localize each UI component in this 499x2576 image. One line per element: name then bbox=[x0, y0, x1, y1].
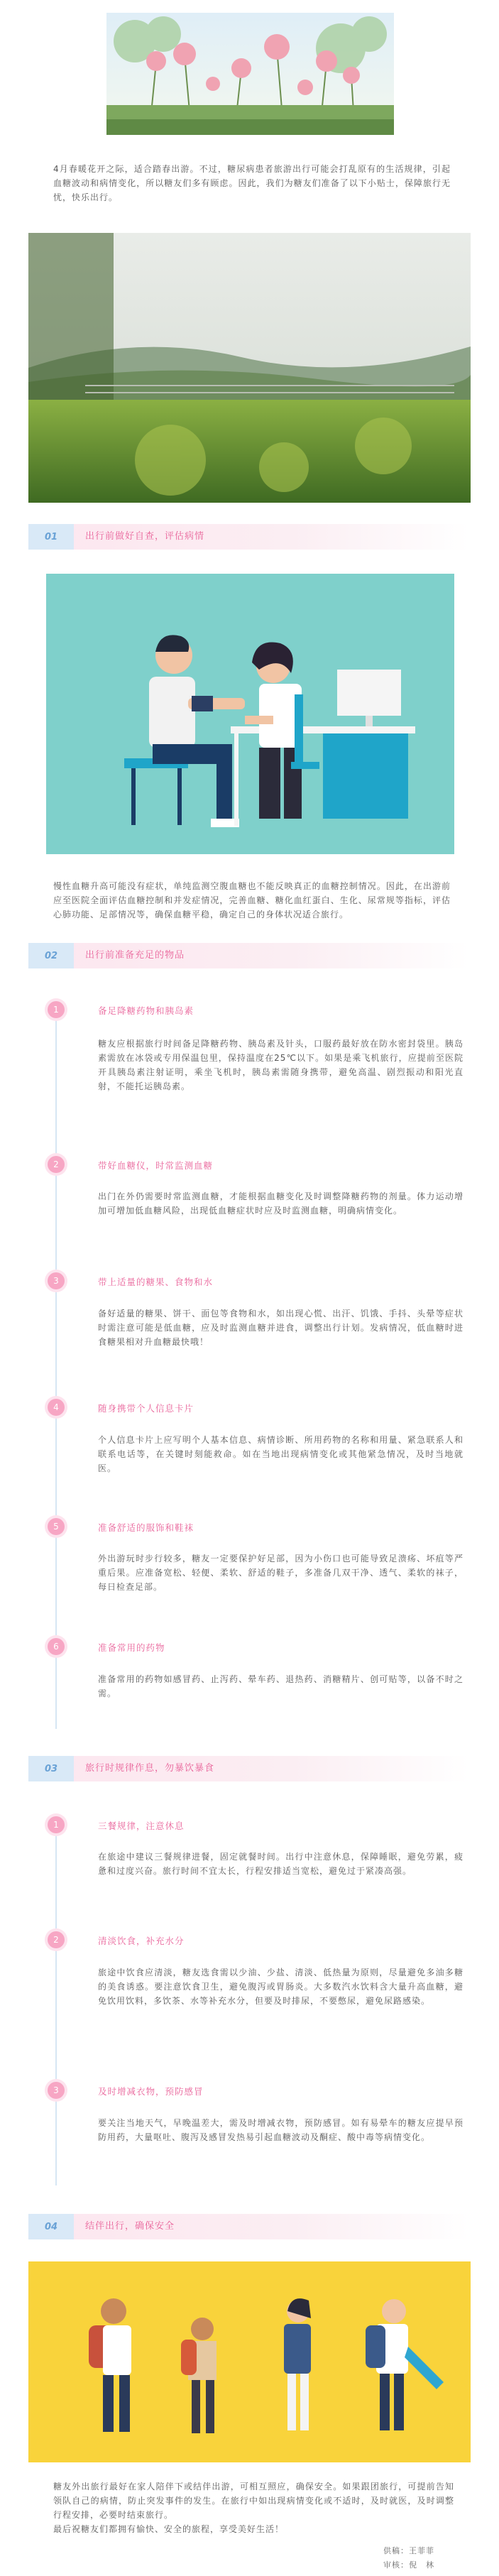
section-03-item-3-number: 3 bbox=[48, 2082, 65, 2099]
hikers-illustration-icon bbox=[28, 2261, 471, 2462]
section-04-header bbox=[28, 2214, 468, 2239]
section-02-item-2-title: 带好血糖仪，时常监测血糖 bbox=[98, 1160, 214, 1171]
section-03-item-1-number: 1 bbox=[48, 1816, 65, 1833]
section-03-timeline-line bbox=[55, 1816, 57, 2185]
credit-author: 供稿：王菲菲 bbox=[383, 2546, 434, 2555]
section-02-item-6-text: 准备常用的药物如感冒药、止泻药、晕车药、退热药、消糖精片、创可贴等，以备不时之需。 bbox=[98, 1674, 464, 1698]
section-03-item-2-number: 2 bbox=[48, 1931, 65, 1948]
section-03-title: 旅行时规律作息，勿暴饮暴食 bbox=[85, 1763, 215, 1774]
section-02-item-1-text: 糖友应根据旅行时间备足降糖药物、胰岛素及针头，口服药最好放在防水密封袋里。胰岛素需放在冰袋或专用保温包里，保持温度在25℃以下。如果是乘飞机旅行，应提前至医院开具胰岛素注射证明，乘坐飞机时，胰岛素需随身携带，避免高温、剧烈振动和阳光直射，不能托运胰岛素。 bbox=[98, 1039, 464, 1091]
section-02-item-1-number: 1 bbox=[48, 1001, 65, 1018]
section-03-item-3-title: 及时增减衣物，预防感冒 bbox=[98, 2086, 204, 2097]
section-02-item-5-text: 外出游玩时步行较多，糖友一定要保护好足部，因为小伤口也可能导致足溃疡、坏疽等严重后果。应准备宽松、轻便、柔软、舒适的鞋子，多准备几双干净、透气、柔软的袜子，每日检查足部。 bbox=[98, 1554, 464, 1592]
section-02-header bbox=[28, 943, 468, 968]
section-02-item-4-title: 随身携带个人信息卡片 bbox=[98, 1403, 194, 1414]
section-04-paragraph: 糖友外出旅行最好在家人陪伴下或结伴出游，可相互照应，确保安全。如果跟团旅行，可提前告知领队自己的病情，防止突发事件的发生。在旅行中如出现病情变化或不适时，及时就医，及时调整行程安排，必要时结束旅行。 bbox=[53, 2482, 454, 2520]
section-01-header bbox=[28, 524, 468, 550]
section-04-title: 结伴出行，确保安全 bbox=[85, 2221, 175, 2232]
section-03-item-1-title: 三餐规律，注意休息 bbox=[98, 1821, 185, 1831]
section-01-badge: 01 bbox=[28, 524, 74, 550]
section-03-header bbox=[28, 1756, 468, 1781]
section-02-item-4-text: 个人信息卡片上应写明个人基本信息、病情诊断、所用药物的名称和用量、紧急联系人和联系电话等，在关键时刻能救命。如在当地出现病情变化或其他紧急情况，及时当地就医。 bbox=[98, 1435, 464, 1473]
intro-paragraph: 4月春暖花开之际，适合踏春出游。不过，糖尿病患者旅游出行可能会打乱原有的生活规律，引起血糖波动和病情变化，所以糖友们多有顾虑。因此，我们为糖友们准备了以下小贴士，保障旅行无忧，快乐出行。 bbox=[53, 164, 451, 202]
section-04-badge: 04 bbox=[28, 2214, 74, 2239]
section-01-paragraph: 慢性血糖升高可能没有症状，单纯监测空腹血糖也不能反映真正的血糖控制情况。因此，在出游前应至医院全面评估血糖控制和并发症情况，完善血糖、糖化血红蛋白、生化、尿常规等指标，评估心肺功能、足部情况等，确保血糖平稳，确定自己的身体状况适合旅行。 bbox=[53, 881, 451, 919]
section-02-item-2-text: 出门在外仍需要时常监测血糖，才能根据血糖变化及时调整降糖药物的剂量。体力运动增加可增加低血糖风险，出现低血糖症状时应及时监测血糖，明确病情变化。 bbox=[98, 1191, 464, 1216]
section-02-item-2-number: 2 bbox=[48, 1156, 65, 1173]
section-02-item-3-title: 带上适量的糖果、食物和水 bbox=[98, 1277, 214, 1287]
doctor-patient-illustration-icon bbox=[46, 574, 454, 854]
section-04-closing: 最后祝糖友们都拥有愉快、安全的旅程，享受美好生活！ bbox=[53, 2524, 285, 2534]
section-03-item-1-text: 在旅途中建议三餐规律进餐，固定就餐时间。出行中注意休息，保障睡眠，避免劳累，疲惫和过度兴奋。旅行时间不宜太长，行程安排适当宽松，避免过于紧凑高强。 bbox=[98, 1852, 464, 1876]
section-03-badge: 03 bbox=[28, 1756, 74, 1781]
section-02-item-4-number: 4 bbox=[48, 1399, 65, 1416]
landscape-photo-icon bbox=[28, 233, 471, 503]
credit-reviewer: 审核：倪 林 bbox=[383, 2560, 434, 2570]
section-03-item-3-text: 要关注当地天气，早晚温差大，需及时增减衣物，预防感冒。如有易晕车的糖友应提早预防用药，大量呕吐、腹泻及感冒发热易引起血糖波动及酮症、酸中毒等病情变化。 bbox=[98, 2118, 464, 2142]
section-02-item-5-title: 准备舒适的服饰和鞋袜 bbox=[98, 1522, 194, 1533]
section-02-item-6-title: 准备常用的药物 bbox=[98, 1642, 165, 1653]
flowers-illustration-icon bbox=[106, 13, 394, 135]
section-02-item-3-text: 备好适量的糖果、饼干、面包等食物和水，如出现心慌、出汗、饥饿、手抖、头晕等症状时需注意可能是低血糖，应及时监测血糖并进食，调整出行计划。发病情况，低血糖时进食糖果相对升血糖最快哦！ bbox=[98, 1309, 464, 1347]
section-02-item-1-title: 备足降糖药物和胰岛素 bbox=[98, 1005, 194, 1016]
section-03-item-2-title: 清淡饮食，补充水分 bbox=[98, 1936, 185, 1946]
section-02-item-6-number: 6 bbox=[48, 1638, 65, 1655]
section-02-badge: 02 bbox=[28, 943, 74, 968]
section-02-item-3-number: 3 bbox=[48, 1272, 65, 1289]
section-02-title: 出行前准备充足的物品 bbox=[85, 950, 185, 961]
section-02-item-5-number: 5 bbox=[48, 1518, 65, 1535]
section-02-timeline-line bbox=[55, 1001, 57, 1729]
section-03-item-2-text: 旅途中饮食应清淡，糖友选食需以少油、少盐、清淡、低热量为原则，尽量避免多油多糖的美食诱惑。要注意饮食卫生，避免腹泻或胃肠炎。大多数汽水饮料含大量升高血糖，避免饮用饮料，多饮茶、水等补充水分，但要及时排尿，不要憋尿，避免尿路感染。 bbox=[98, 1968, 464, 2006]
section-01-title: 出行前做好自查，评估病情 bbox=[85, 531, 205, 542]
